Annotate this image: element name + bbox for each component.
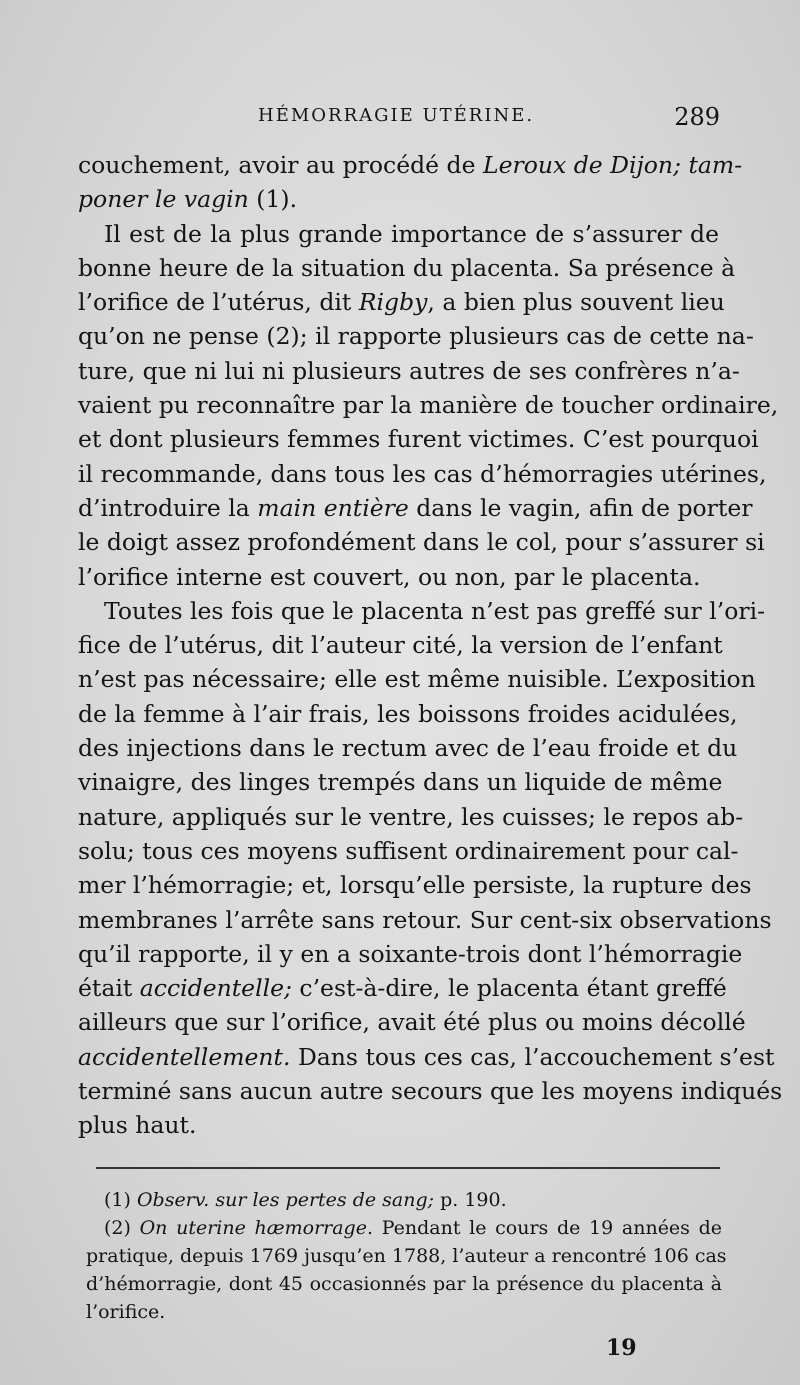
text-line: de la femme à l’air frais, les boissons froides acidulées,: [78, 699, 738, 728]
text-line: d’introduire la main entière dans le vagin, afin de porter: [78, 493, 753, 522]
text-line: vinaigre, des linges trempés dans un liquide de même: [78, 768, 723, 797]
text-line: il recommande, dans tous les cas d’hémorragies utérines,: [78, 459, 767, 488]
text-line: et dont plusieurs femmes furent victimes. C’est pourquoi: [78, 425, 759, 454]
text-line: ture, que ni lui ni plusieurs autres de ses confrères n’a-: [78, 356, 740, 385]
text-line: le doigt assez profondément dans le col, pour s’assurer si: [78, 528, 765, 557]
text-line: l’orifice interne est couvert, ou non, par le placenta.: [78, 562, 701, 591]
text-line: Toutes les fois que le placenta n’est pas greffé sur l’ori-: [104, 596, 766, 625]
text-line: solu; tous ces moyens suffisent ordinairement pour cal-: [78, 836, 739, 865]
main-text: [78, 148, 783, 1143]
text-line: ailleurs que sur l’orifice, avait été plus ou moins décollé: [78, 1008, 746, 1037]
footnote-1: (1) Observ. sur les pertes de sang; p. 190.: [104, 1189, 507, 1211]
text-line: terminé sans aucun autre secours que les moyens indiqués: [78, 1077, 783, 1106]
footnote-2: (2) On uterine hæmorrage. Pendant le cours de 19 années de: [104, 1217, 723, 1239]
text-line: qu’il rapporte, il y en a soixante-trois dont l’hémorragie: [78, 939, 743, 968]
running-title: HÉMORRAGIE UTÉRINE.: [258, 105, 535, 126]
text-line: plus haut.: [78, 1111, 197, 1140]
text-line: n’est pas nécessaire; elle est même nuisible. L’exposition: [78, 665, 756, 694]
footnote-line: pratique, depuis 1769 jusqu’en 1788, l’auteur a rencontré 106 cas: [86, 1245, 727, 1267]
footnote-line: d’hémorragie, dont 45 occasionnés par la présence du placenta à: [86, 1273, 722, 1295]
text-line: Il est de la plus grande importance de s’assurer de: [104, 219, 719, 248]
page-number: 289: [674, 103, 720, 131]
text-line: qu’on ne pense (2); il rapporte plusieurs cas de cette na-: [78, 322, 754, 351]
footnote-divider: [96, 1167, 720, 1169]
text-line: bonne heure de la situation du placenta. Sa présence à: [78, 253, 736, 282]
text-line: des injections dans le rectum avec de l’eau froide et du: [78, 734, 738, 763]
text-line: était accidentelle; c’est-à-dire, le placenta étant greffé: [78, 974, 727, 1003]
text-line: vaient pu reconnaître par la manière de toucher ordinaire,: [78, 391, 779, 420]
text-line: nature, appliqués sur le ventre, les cuisses; le repos ab-: [78, 802, 744, 831]
text-line: accidentellement. Dans tous ces cas, l’accouchement s’est: [78, 1042, 775, 1071]
text-line: couchement, avoir au procédé de Leroux de Dijon; tam-: [78, 151, 743, 179]
text-line: fice de l’utérus, dit l’auteur cité, la version de l’enfant: [78, 631, 723, 660]
footnote-line: l’orifice.: [86, 1301, 166, 1323]
footnotes: [86, 1186, 727, 1326]
signature-mark: 19: [606, 1335, 637, 1361]
text-line: mer l’hémorragie; et, lorsqu’elle persiste, la rupture des: [78, 871, 752, 900]
text-line: poner le vagin (1).: [78, 185, 298, 214]
text-line: membranes l’arrête sans retour. Sur cent-six observations: [78, 905, 772, 934]
text-line: l’orifice de l’utérus, dit Rigby, a bien plus souvent lieu: [78, 288, 725, 317]
page-header: [78, 103, 720, 133]
